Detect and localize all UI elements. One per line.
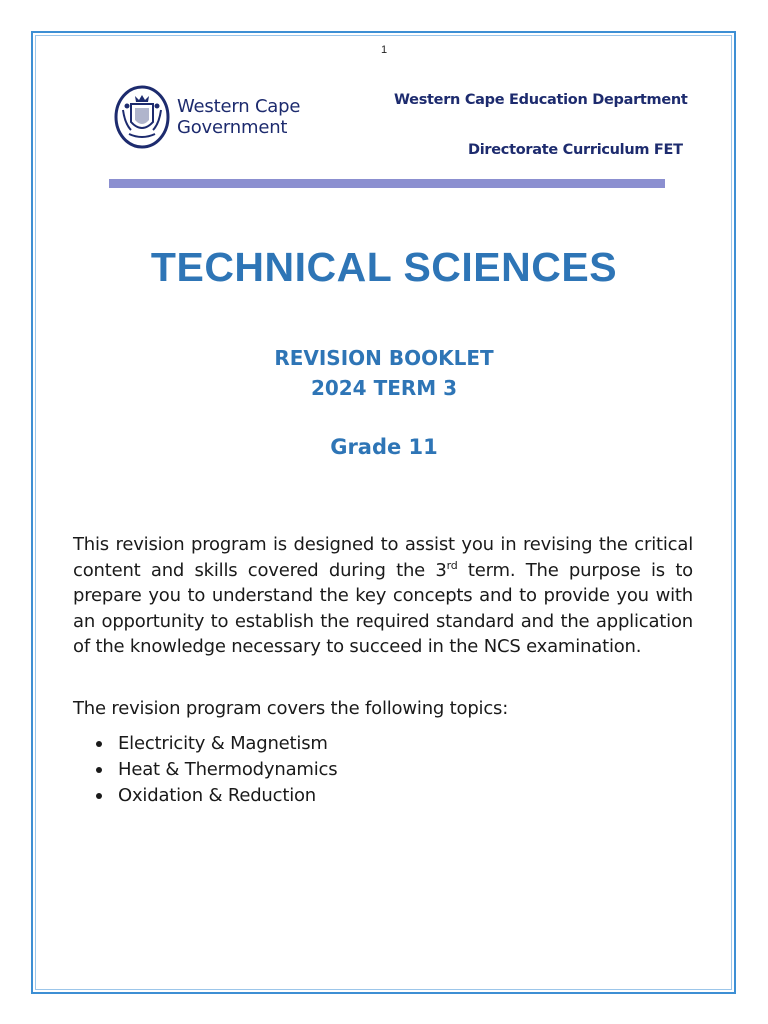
intro-superscript: rd	[446, 558, 458, 572]
header-divider	[109, 179, 665, 188]
bullet-icon	[96, 741, 102, 747]
topics-intro: The revision program covers the following topics:	[73, 698, 509, 719]
topic-label: Electricity & Magnetism	[118, 733, 328, 754]
logo-line-2: Government	[177, 117, 288, 138]
coat-of-arms-icon	[113, 84, 171, 150]
document-subtitle: REVISION BOOKLET	[274, 346, 494, 370]
page-number: 1	[380, 44, 388, 56]
list-item	[96, 783, 337, 809]
document-term: 2024 TERM 3	[310, 376, 458, 400]
page-border	[31, 31, 736, 994]
bullet-icon	[96, 793, 102, 799]
bullet-icon	[96, 767, 102, 773]
list-item	[96, 757, 337, 783]
list-item	[96, 731, 337, 757]
directorate-name: Directorate Curriculum FET	[468, 142, 683, 158]
logo-line-1: Western Cape	[177, 96, 301, 117]
topic-label: Heat & Thermodynamics	[118, 759, 338, 780]
logo-wordmark	[177, 96, 300, 138]
topic-label: Oxidation & Reduction	[118, 785, 317, 806]
intro-paragraph	[73, 532, 693, 660]
government-logo	[113, 84, 300, 150]
topics-list	[96, 731, 337, 809]
intro-text-start: This revision program is designed to assist you in revising the critical content and skills covered during the 3	[73, 534, 693, 581]
document-grade: Grade 11	[330, 435, 438, 459]
department-name: Western Cape Education Department	[394, 92, 688, 108]
document-title: TECHNICAL SCIENCES	[150, 244, 618, 290]
intro-text-end: term. The purpose is to prepare you to understand the key concepts and to provide you with an opportunity to establish the required standard and the application of the knowledge necessary to succeed in the NCS examination.	[73, 559, 693, 657]
